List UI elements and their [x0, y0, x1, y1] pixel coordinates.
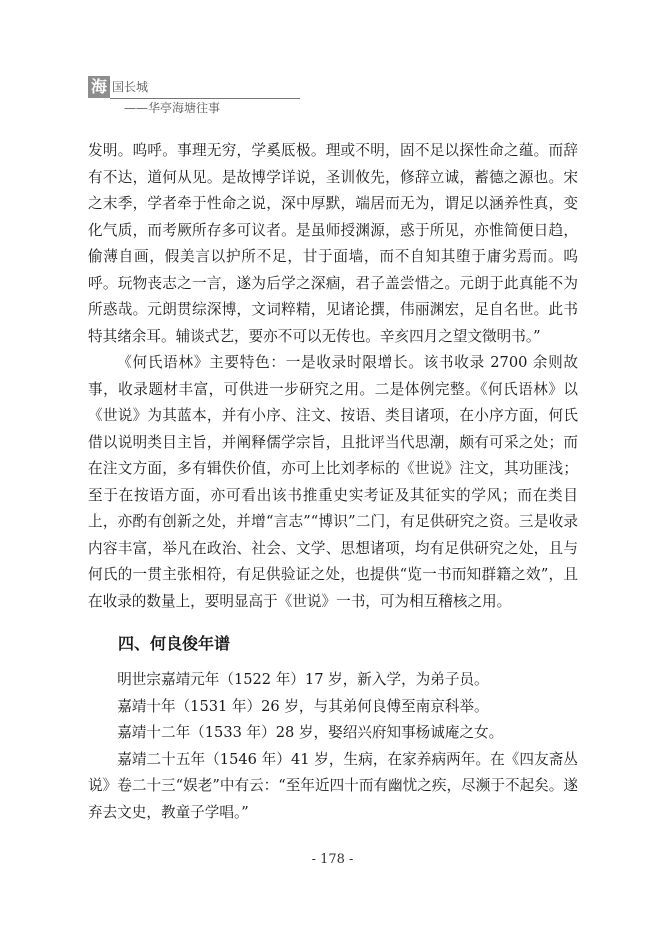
running-header — [88, 76, 300, 120]
chronology-entry: 明世宗嘉靖元年（1522 年）17 岁，新入学，为弟子员。 — [117, 671, 489, 688]
chronology-entry: 嘉靖十年（1531 年）26 岁，与其弟何良傅至南京科举。 — [117, 697, 489, 715]
series-title: 国长城 — [112, 80, 149, 94]
series-logo: 海 — [88, 76, 110, 98]
book-subtitle: ——华亭海塘往事 — [124, 101, 221, 115]
page-number: - 178 - — [311, 852, 354, 867]
chronology-entry: 嘉靖二十五年（1546 年）41 岁，生病，在家养病两年。在《四友斋丛说》卷二十三“娱老”中有云：“至年近四十而有幽忧之疾，尽濒于不起矣。遂弃去文史，教童子学唱。” — [88, 750, 578, 821]
paragraph-features: 《何氏语林》主要特色：一是收录时限增长。该书收录 2700 余则故事，收录题材丰富，可供进一步研究之用。二是体例完整。《何氏语林》以《世说》为其蓝本，并有小序、注文、按语、类目诸项，在小序方面，何氏借以说明类目主旨，并阐释儒学宗旨，且批评当代思潮，颇有可采之处；而在注文方面，多有辑佚价值，亦可上比刘孝标的《世说》注文，其功匪浅；至于在按语方面，亦可看出该书推重史实考证及其征实的学风；而在类目上，亦酌有创新之处，并增“言志”“博识”二门，有足供研究之资。三是收录内容丰富，举凡在政治、社会、文学、思想诸项，均有足供研究之处，且与何氏的一贯主张相符，有足供验证之处，也提供“览一书而知群籍之效”，且在收录的数量上，要明显高于《世说》一书，可为相互稽核之用。 — [88, 354, 578, 610]
section-heading: 四、何良俊年谱 — [118, 634, 231, 653]
chronology-entry: 嘉靖十二年（1533 年）28 岁，娶绍兴府知事杨诚庵之女。 — [117, 724, 504, 741]
paragraph-continued: 发明。呜呼。事理无穷，学奚厎极。理或不明，固不足以探性命之蕴。而辞有不达，道何从见。是故博学详说，圣训攸先，修辞立诚，蓄德之源也。宋之末季，学者牵于性命之说，深中厚默，端居而无为，谓足以涵养性真，变化气质，而考厥所存多可议者。是虽师授渊源，惑于所见，亦惟简便日趋，偷薄自画，假美言以护所不足，甘于面墙，而不自知其堕于庸劣焉而。呜呼。玩物丧志之一言，遂为后学之深痼，君子盖尝惜之。元朗于此真能不为所惑哉。元朗贯综深博，文词粹精，见诸论撰，伟丽渊宏，足自名世。此书特其绪余耳。辅谈式艺，要亦不可以无传也。辛亥四月之望文徵明书。” — [88, 142, 578, 345]
header-rule — [110, 98, 300, 99]
page-body — [88, 138, 578, 826]
